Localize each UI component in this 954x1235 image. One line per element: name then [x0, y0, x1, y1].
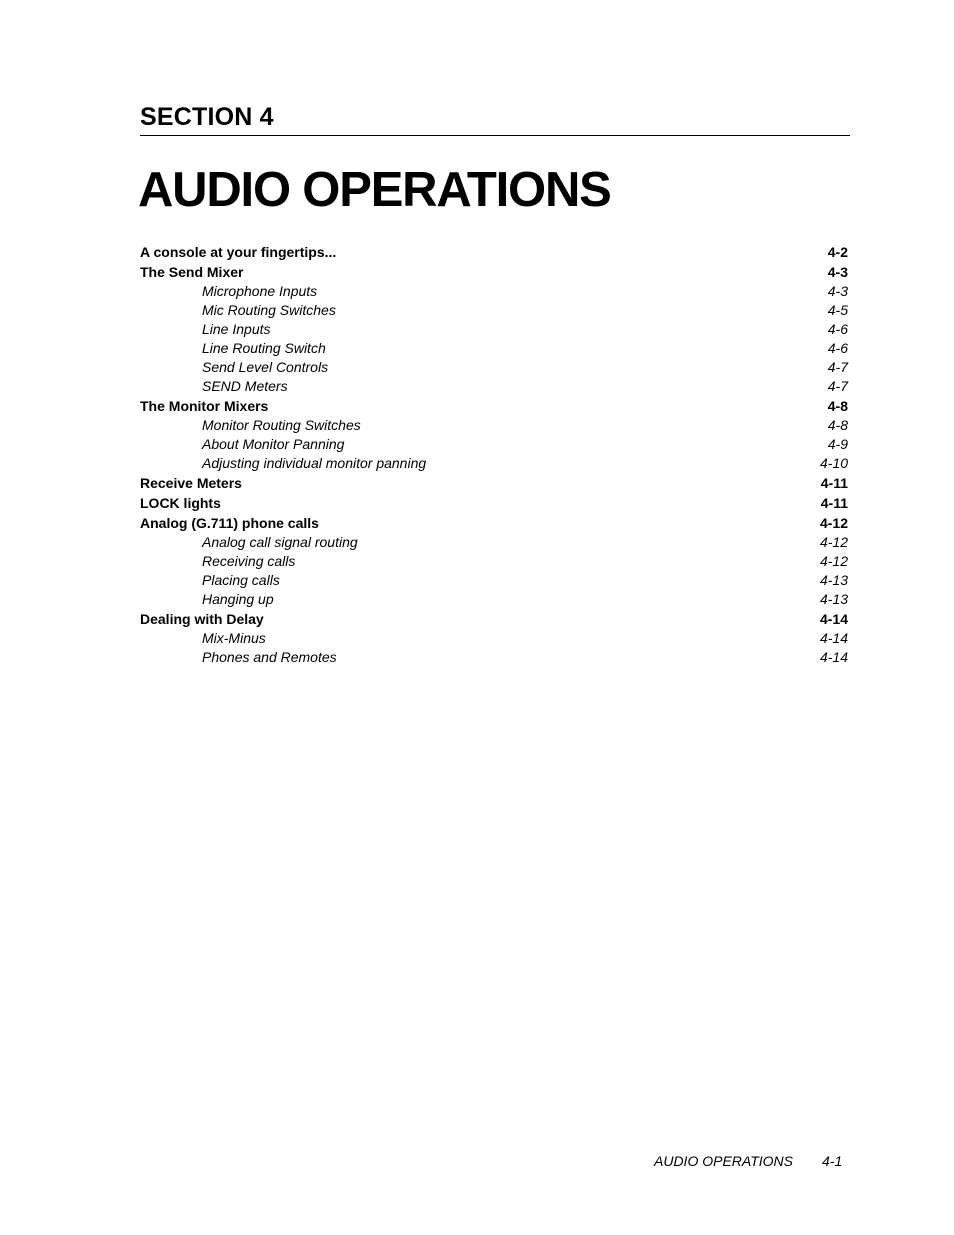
toc-entry-page: 4-11 [820, 475, 848, 491]
toc-subentry [140, 416, 848, 435]
toc-entry [140, 262, 848, 282]
toc-entry-page: 4-10 [819, 455, 848, 471]
toc-entry-page: 4-13 [819, 591, 848, 607]
toc-entry-page: 4-9 [827, 436, 848, 452]
toc-entry-title: Hanging up [202, 591, 274, 607]
toc-entry-title: Line Inputs [202, 321, 271, 337]
toc-entry-page: 4-6 [827, 340, 848, 356]
toc-entry-page: 4-12 [819, 534, 848, 550]
toc-entry-title: Adjusting individual monitor panning [202, 455, 427, 471]
toc-entry-page: 4-2 [827, 244, 848, 260]
toc-entry-page: 4-14 [819, 630, 848, 646]
toc-entry-page: 4-11 [820, 495, 848, 511]
toc-entry-title: Phones and Remotes [202, 649, 337, 665]
page-footer [654, 1151, 843, 1171]
toc-subentry [140, 552, 848, 571]
toc-entry-page: 4-8 [827, 417, 848, 433]
toc-subentry [140, 301, 848, 320]
toc-entry-page: 4-8 [827, 398, 848, 414]
toc-entry-page: 4-12 [819, 515, 848, 531]
toc-subentry [140, 629, 848, 648]
toc-entry-title: LOCK lights [140, 495, 221, 511]
toc-entry-title: The Send Mixer [140, 264, 244, 280]
toc-entry-title: Receive Meters [140, 475, 242, 491]
toc-subentry [140, 533, 848, 552]
toc-entry [140, 242, 848, 262]
toc-subentry [140, 339, 848, 358]
toc-entry-title: Mix-Minus [202, 630, 266, 646]
toc-entry-page: 4-14 [819, 649, 848, 665]
toc-subentry [140, 454, 848, 473]
toc-entry-title: Analog (G.711) phone calls [140, 515, 319, 531]
toc-entry-page: 4-12 [819, 553, 848, 569]
toc-entry-page: 4-6 [827, 321, 848, 337]
table-of-contents [140, 242, 848, 667]
toc-subentry [140, 435, 848, 454]
toc-entry-title: Line Routing Switch [202, 340, 326, 356]
footer-page-number: 4-1 [822, 1153, 843, 1169]
toc-entry-title: Send Level Controls [202, 359, 329, 375]
toc-subentry [140, 320, 848, 339]
toc-subentry [140, 377, 848, 396]
document-page [140, 0, 850, 1235]
toc-entry [140, 493, 848, 513]
toc-entry-title: The Monitor Mixers [140, 398, 269, 414]
toc-subentry [140, 590, 848, 609]
toc-entry-page: 4-14 [819, 611, 848, 627]
toc-entry-title: A console at your fingertips... [140, 244, 337, 260]
toc-subentry [140, 358, 848, 377]
toc-entry [140, 609, 848, 629]
toc-entry-page: 4-7 [827, 378, 848, 394]
toc-entry-page: 4-5 [827, 302, 848, 318]
toc-entry-title: Receiving calls [202, 553, 296, 569]
toc-entry-title: Placing calls [202, 572, 280, 588]
toc-entry [140, 473, 848, 493]
toc-entry [140, 513, 848, 533]
toc-entry-title: Analog call signal routing [202, 534, 358, 550]
toc-subentry [140, 571, 848, 590]
toc-entry-title: About Monitor Panning [202, 436, 345, 452]
toc-entry-title: SEND Meters [202, 378, 288, 394]
toc-entry-title: Monitor Routing Switches [202, 417, 361, 433]
toc-entry-page: 4-3 [827, 283, 848, 299]
toc-entry-title: Microphone Inputs [202, 283, 318, 299]
toc-entry [140, 396, 848, 416]
toc-entry-title: Mic Routing Switches [202, 302, 336, 318]
toc-entry-title: Dealing with Delay [140, 611, 264, 627]
toc-entry-page: 4-13 [819, 572, 848, 588]
toc-entry-page: 4-7 [827, 359, 848, 375]
footer-running-title: AUDIO OPERATIONS [654, 1153, 793, 1169]
toc-subentry [140, 282, 848, 301]
toc-entry-page: 4-3 [827, 264, 848, 280]
chapter-title: AUDIO OPERATIONS [138, 163, 611, 217]
toc-subentry [140, 648, 848, 667]
header-rule [140, 135, 850, 136]
section-label: SECTION 4 [140, 103, 274, 131]
